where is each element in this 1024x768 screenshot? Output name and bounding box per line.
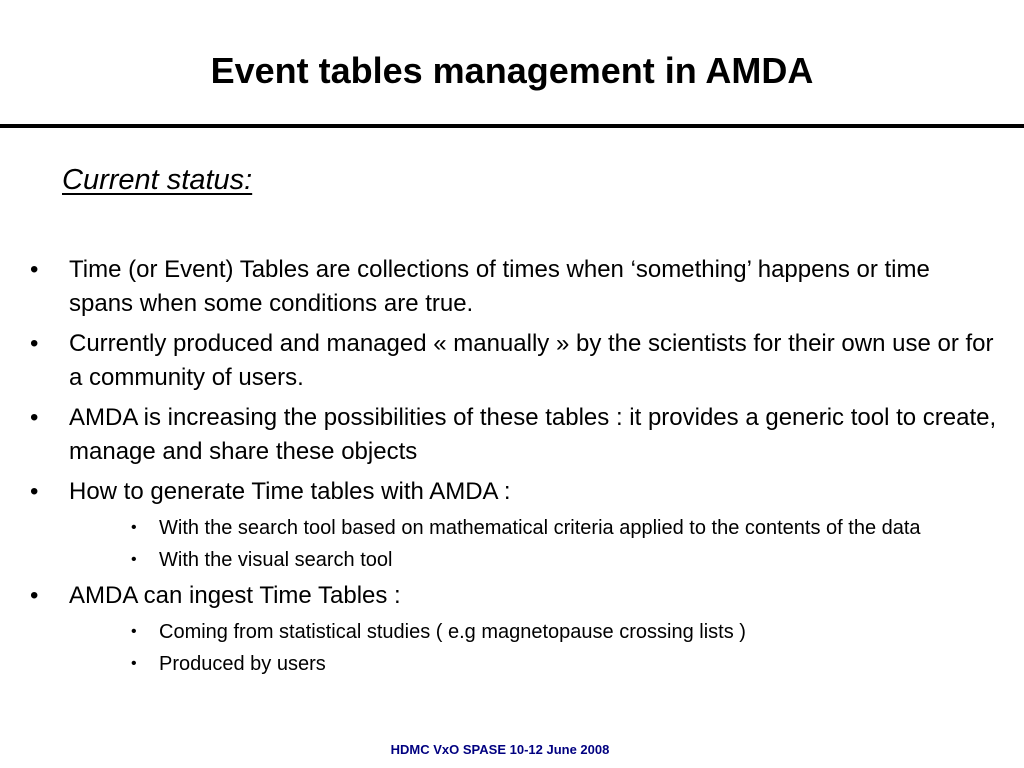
title-divider (0, 124, 1024, 128)
sub-bullet-marker: • (131, 623, 137, 640)
bullet-marker: • (30, 330, 39, 357)
bullet-item (0, 401, 1000, 469)
sub-bullet-marker: • (131, 551, 137, 568)
bullet-text: Time (or Event) Tables are collections of times when ‘something’ happens or time spans when some conditions are true. (69, 256, 930, 317)
bullet-item (0, 327, 1000, 395)
bullet-text: AMDA can ingest Time Tables : (69, 582, 401, 609)
sub-bullet-item (69, 619, 1000, 645)
sub-bullet-text: With the visual search tool (159, 549, 393, 571)
sub-bullet-item (69, 547, 1000, 573)
bullet-item (0, 253, 1000, 321)
slide-title: Event tables management in AMDA (210, 50, 814, 91)
sub-bullet-item (69, 515, 1000, 541)
sub-bullet-text: Produced by users (159, 653, 326, 675)
bullet-text: Currently produced and managed « manually » by the scientists for their own use or for a community of users. (69, 330, 994, 391)
section-subtitle: Current status: (62, 164, 253, 196)
bullet-marker: • (30, 582, 39, 609)
bullet-text: AMDA is increasing the possibilities of these tables : it provides a generic tool to create, manage and share these objects (69, 404, 997, 465)
bullet-list (0, 253, 1000, 683)
sub-bullet-list (69, 619, 1000, 677)
bullet-item (0, 579, 1000, 677)
sub-bullet-item (69, 651, 1000, 677)
bullet-item (0, 475, 1000, 573)
sub-bullet-list (69, 515, 1000, 573)
slide-footer: HDMC VxO SPASE 10-12 June 2008 (390, 742, 610, 757)
bullet-text: How to generate Time tables with AMDA : (69, 478, 511, 505)
bullet-marker: • (30, 404, 39, 431)
sub-bullet-text: Coming from statistical studies ( e.g magnetopause crossing lists ) (159, 621, 746, 643)
sub-bullet-marker: • (131, 655, 137, 672)
bullet-marker: • (30, 478, 39, 505)
sub-bullet-text: With the search tool based on mathematical criteria applied to the contents of the data (159, 517, 921, 539)
sub-bullet-marker: • (131, 519, 137, 536)
bullet-marker: • (30, 256, 39, 283)
